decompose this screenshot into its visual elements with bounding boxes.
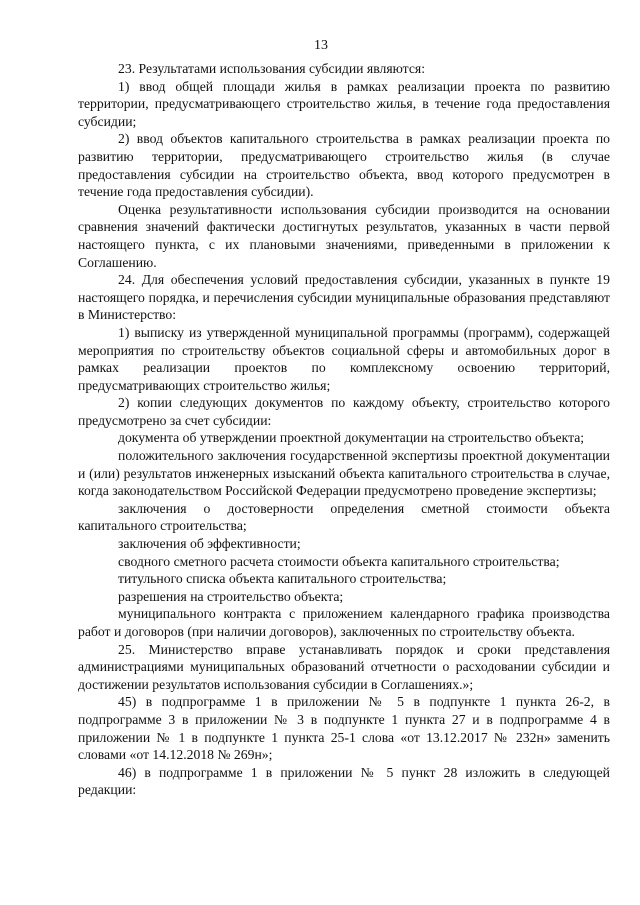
paragraph-23-item-1: 1) ввод общей площади жилья в рамках реализации проекта по развитию территории, предусматривающего строительство жилья, в течение года предоставления субсидии; (78, 78, 610, 129)
paragraph-24-item-2: 2) копии следующих документов по каждому объекту, строительство которого предусмотрено за счет субсидии: (78, 395, 610, 428)
paragraph-24-item-1: 1) выписку из утвержденной муниципальной программы (программ), содержащей мероприятия по строительству объектов социальной сферы и автомобильных дорог в рамках реализации проектов по комплексному освоению территорий, предусматривающих строительство жилья; (78, 324, 610, 393)
page-number: 13 (314, 38, 328, 53)
document-list-item: муниципального контракта с приложением календарного графика производства работ и договоров (при наличии договоров), заключенных по строительству объекта. (78, 606, 610, 639)
paragraph-amendment-45: 45) в подпрограмме 1 в приложении № 5 в подпункте 1 пункта 26-2, в подпрограмме 3 в приложении № 3 в подпункте 1 пункта 27 и в подпрограмме 4 в приложении № 1 в подпункте 1 пункта 25-1 слова «от 13.12.2017 № 232н» заменить словами «от 14.12.2018 № 269н»; (78, 694, 610, 763)
document-body (78, 60, 610, 799)
paragraph-25: 25. Министерство вправе устанавливать порядок и сроки представления администрациями муниципальных образований отчетности о расходовании субсидии и достижении результатов использования субсидии в Соглашениях.»; (78, 641, 610, 692)
paragraph-23-heading: 23. Результатами использования субсидии являются: (118, 61, 426, 76)
paragraph-23-evaluation: Оценка результативности использования субсидии производится на основании сравнения значений фактически достигнутых результатов, указанных в части первой настоящего пункта, с их плановыми значениями, приведенными в приложении к Соглашению. (78, 201, 610, 270)
paragraph-amendment-46: 46) в подпрограмме 1 в приложении № 5 пункт 28 изложить в следующей редакции: (78, 764, 610, 798)
paragraph-24-heading: 24. Для обеспечения условий предоставления субсидии, указанных в пункте 19 настоящего порядка, и перечисления субсидии муниципальные образования представляют в Министерство: (78, 272, 610, 323)
document-list-item: документа об утверждении проектной документации на строительство объекта; (118, 430, 585, 446)
document-list-item: заключения об эффективности; (118, 536, 301, 552)
document-list-item: положительного заключения государственной экспертизы проектной документации и (или) результатов инженерных изысканий объекта капитального строительства в случае, когда законодательством Российской Федерации предусмотрено проведение экспертизы; (78, 448, 610, 499)
document-list-item: заключения о достоверности определения сметной стоимости объекта капитального строительства; (78, 500, 610, 534)
document-list-item: титульного списка объекта капитального строительства; (118, 571, 447, 587)
paragraph-23-item-2: 2) ввод объектов капитального строительства в рамках реализации проекта по развитию территории, предусматривающего строительство жилья (в случае предоставления субсидии на строительство объекта, ввод которого предусмотрен в течение года предоставления субсидии). (78, 131, 610, 200)
document-list-item: сводного сметного расчета стоимости объекта капитального строительства; (118, 553, 560, 569)
document-list-item: разрешения на строительство объекта; (118, 588, 344, 604)
